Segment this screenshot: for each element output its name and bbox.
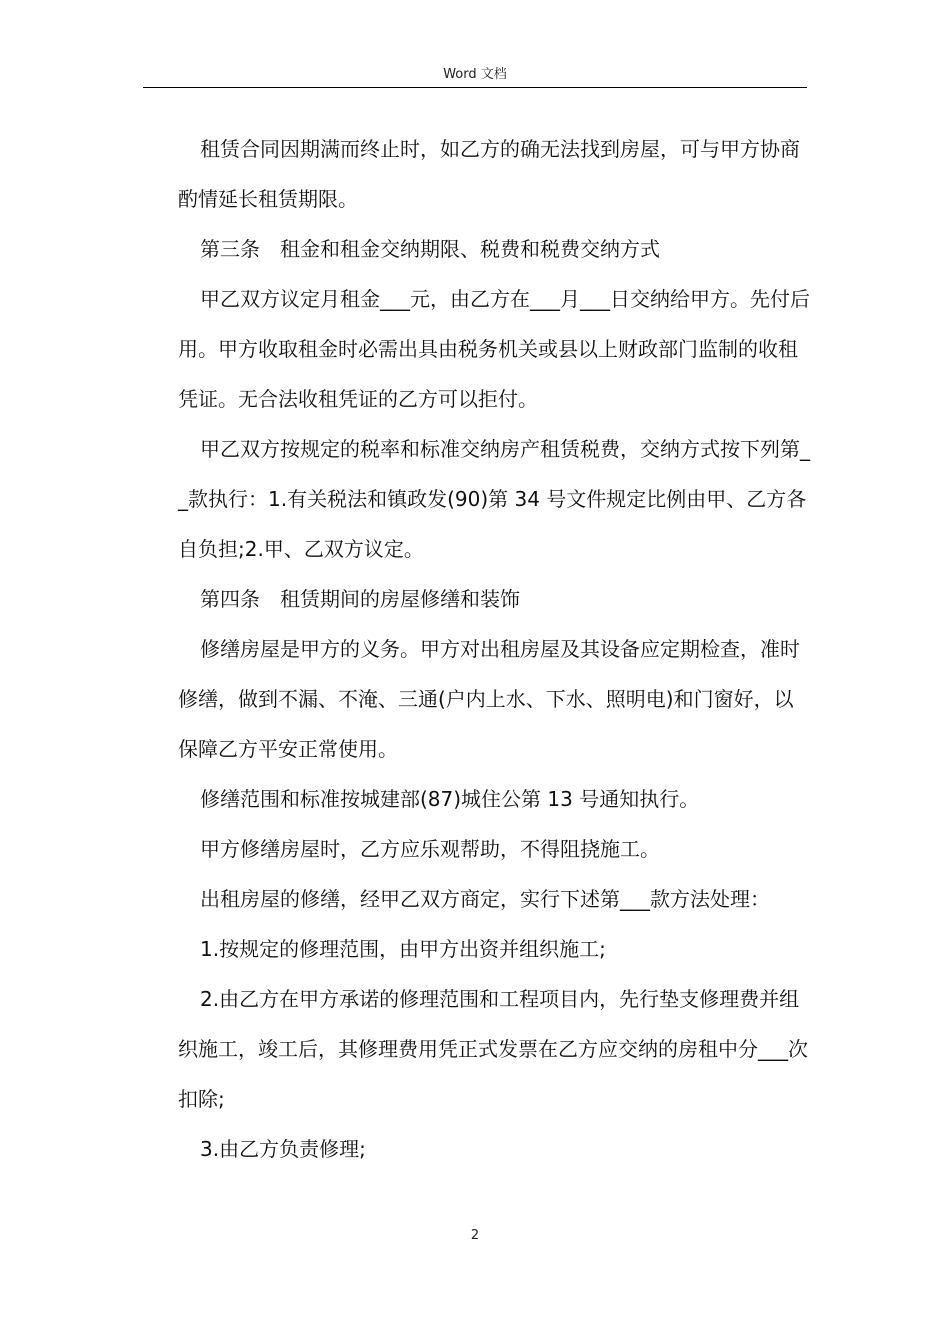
page-header: Word 文档 xyxy=(443,67,507,82)
paragraph: 修缮房屋是甲方的义务。甲方对出租房屋及其设备应定期检查，准时修缮，做到不漏、不淹、三通(户内上水、下水、照明电)和门窗好，以保障乙方平安正常使用。 xyxy=(178,637,800,761)
list-item: 1.按规定的修理范围，由甲方出资并组织施工; xyxy=(200,937,606,961)
section-heading: 第四条 租赁期间的房屋修缮和装饰 xyxy=(200,587,520,611)
section-heading: 第三条 租金和租金交纳期限、税费和税费交纳方式 xyxy=(200,237,660,261)
paragraph: 甲乙双方按规定的税率和标准交纳房产租赁税费，交纳方式按下列第__款执行：1.有关税法和镇政发(90)第 34 号文件规定比例由甲、乙方各自负担;2.甲、乙双方议定。 xyxy=(178,437,810,561)
header-divider xyxy=(143,87,807,88)
paragraph: 甲乙双方议定月租金___元，由乙方在___月___日交纳给甲方。先付后用。甲方收取租金时必需出具由税务机关或县以上财政部门监制的收租凭证。无合法收租凭证的乙方可以拒付。 xyxy=(178,287,810,411)
page-number: 2 xyxy=(470,1228,480,1243)
paragraph: 甲方修缮房屋时，乙方应乐观帮助，不得阻挠施工。 xyxy=(200,837,660,861)
paragraph: 出租房屋的修缮，经甲乙双方商定，实行下述第___款方法处理： xyxy=(200,887,770,911)
paragraph: 租赁合同因期满而终止时，如乙方的确无法找到房屋，可与甲方协商酌情延长租赁期限。 xyxy=(178,137,800,211)
paragraph: 修缮范围和标准按城建部(87)城住公第 13 号通知执行。 xyxy=(200,787,700,811)
document-body xyxy=(178,124,810,1174)
list-item: 2.由乙方在甲方承诺的修理范围和工程项目内，先行垫支修理费并组织施工，竣工后，其修理费用凭正式发票在乙方应交纳的房租中分___次扣除; xyxy=(178,987,808,1111)
list-item: 3.由乙方负责修理; xyxy=(200,1137,366,1161)
